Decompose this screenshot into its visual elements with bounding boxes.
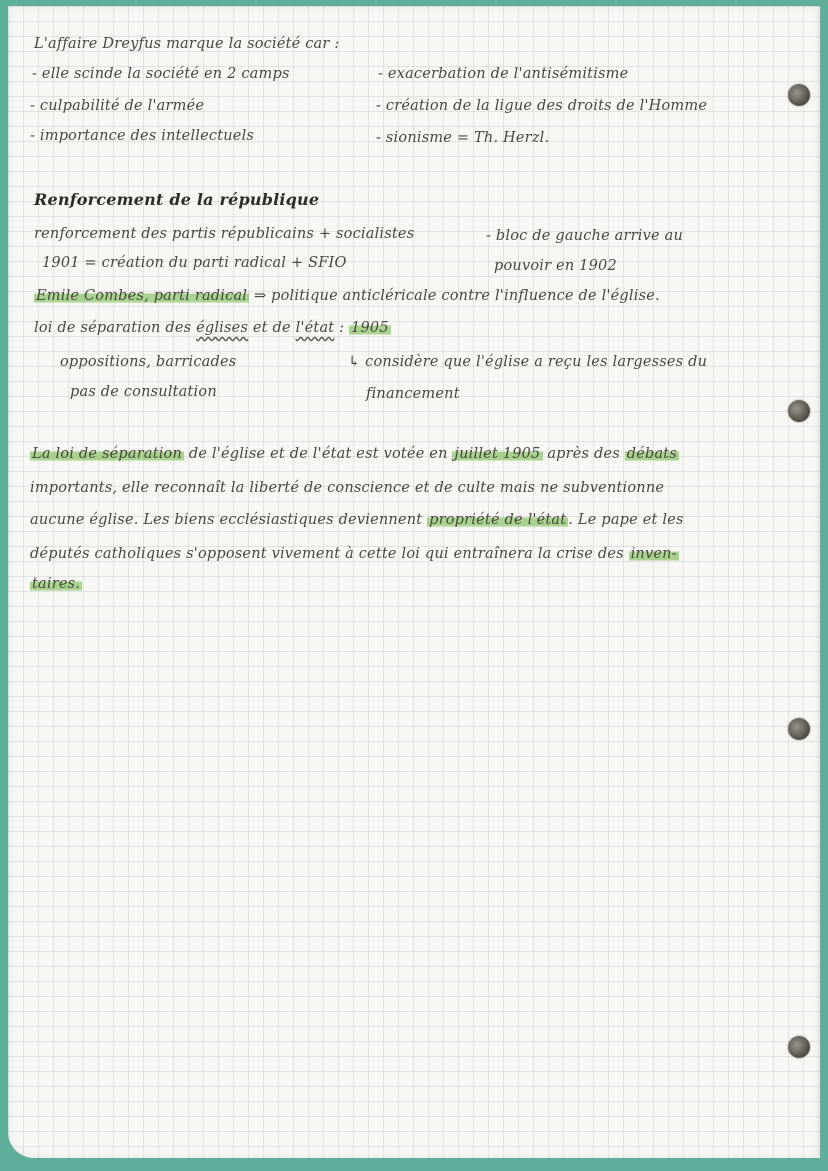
opposition-note: oppositions, barricades	[60, 354, 237, 370]
paragraph-line	[30, 512, 684, 528]
loi-eglises: églises	[196, 320, 249, 336]
binder-hole	[788, 718, 810, 740]
paragraph-highlight: La loi de séparation	[32, 446, 183, 462]
section-side-note: - bloc de gauche arrive au	[486, 228, 683, 244]
considere-note: ↳ considère que l'église a reçu les largesses du	[348, 354, 708, 370]
paragraph-text: après des	[547, 446, 620, 462]
paragraph-line	[30, 446, 679, 462]
paragraph-text: de l'église et de l'état est votée en	[188, 446, 448, 462]
paragraph-text: députés catholiques s'opposent vivement à cette loi qui entraînera la crise des	[30, 546, 624, 562]
intro-right-item: - sionisme = Th. Herzl.	[376, 130, 550, 146]
section-line: renforcement des partis républicains + socialistes	[34, 226, 415, 242]
intro-title: L'affaire Dreyfus marque la société car :	[34, 36, 340, 52]
section-side-note: pouvoir en 1902	[494, 258, 617, 274]
intro-right-item: - création de la ligue des droits de l'Homme	[376, 98, 708, 114]
intro-left-item: - culpabilité de l'armée	[30, 98, 205, 114]
intro-left-item: - importance des intellectuels	[30, 128, 255, 144]
loi-year: 1905	[351, 320, 389, 336]
loi-line	[34, 320, 391, 336]
paragraph-highlight: débats	[626, 446, 677, 462]
intro-right-item: - exacerbation de l'antisémitisme	[378, 66, 629, 82]
paragraph-line	[30, 546, 679, 562]
paragraph-text: . Le pape et les	[568, 512, 684, 528]
opposition-note: pas de consultation	[70, 384, 217, 400]
loi-text: loi de séparation des	[34, 320, 192, 336]
intro-left-item: - elle scinde la société en 2 camps	[32, 66, 290, 82]
loi-text: et de	[252, 320, 291, 336]
paragraph-highlight: juillet 1905	[454, 446, 541, 462]
section-line: 1901 = création du parti radical + SFIO	[42, 255, 347, 271]
paragraph-highlight: taires.	[32, 576, 81, 592]
notebook-page	[8, 6, 820, 1158]
loi-etat: l'état	[295, 320, 335, 336]
paragraph-highlight: inven-	[630, 546, 677, 562]
loi-colon: :	[339, 320, 345, 336]
binder-hole	[788, 84, 810, 106]
paragraph-line: importants, elle reconnaît la liberté de conscience et de culte mais ne subventionne	[30, 480, 665, 496]
section-heading: Renforcement de la république	[34, 190, 320, 209]
paragraph-line	[30, 576, 82, 592]
combes-text: ⇒ politique anticléricale contre l'influence de l'église.	[253, 288, 660, 304]
considere-note: financement	[366, 386, 460, 402]
binder-hole	[788, 1036, 810, 1058]
binder-hole	[788, 400, 810, 422]
paragraph-highlight: propriété de l'état	[429, 512, 567, 528]
paragraph-text: aucune église. Les biens ecclésiastiques deviennent	[30, 512, 423, 528]
combes-highlight: Emile Combes, parti radical	[36, 288, 248, 304]
combes-line	[34, 288, 660, 304]
